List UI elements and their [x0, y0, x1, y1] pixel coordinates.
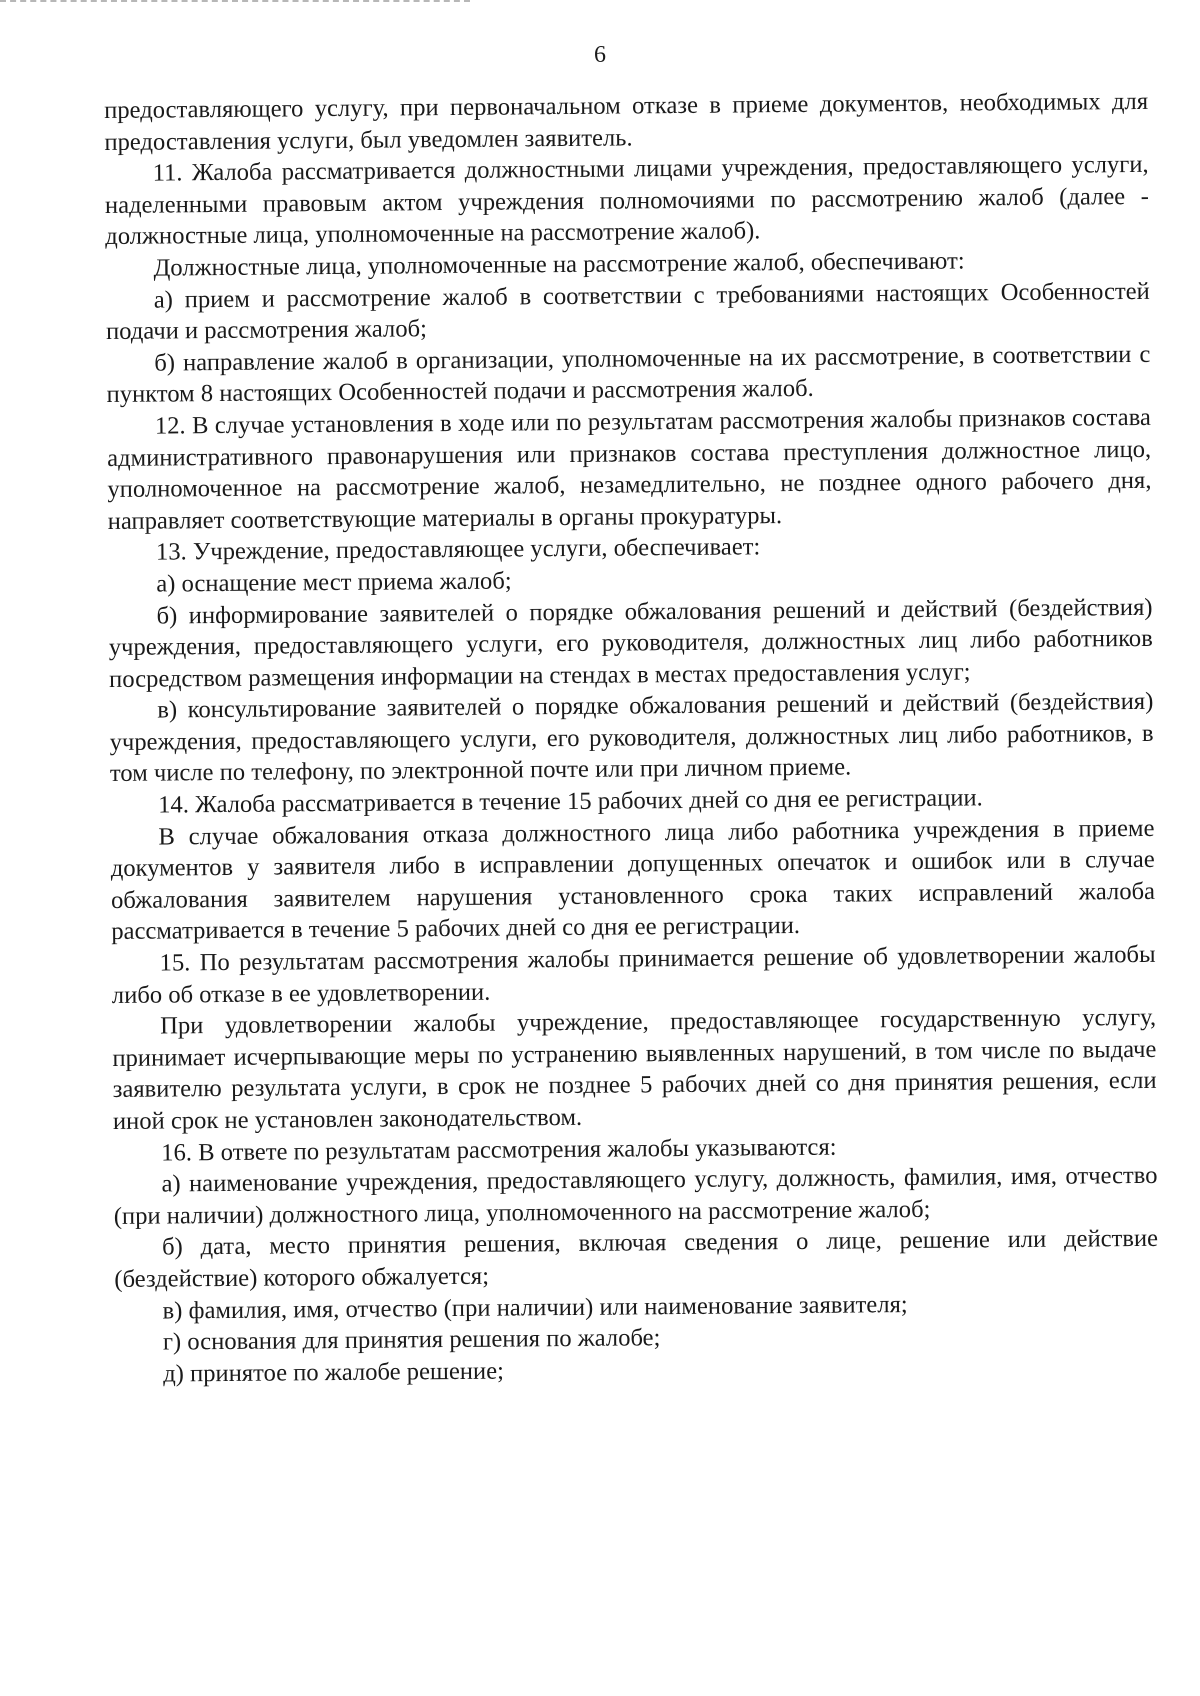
paragraph: При удовлетворении жалобы учреждение, предоставляющее государственную услугу, принимает исчерпывающие меры по устранению выявленных нарушений, в том числе по выдаче заявителю результата услуги, в срок не позднее 5 рабочих дней со дня принятия решения, если иной срок не установлен законодательством.	[112, 1004, 1157, 1135]
paragraph: В случае обжалования отказа должностного лица либо работника учреждения в приеме документов у заявителя либо в исправлении допущенных опечаток и ошибок или в случае обжалования заявителем нарушения установленного срока таких исправлений жалоба рассматривается в течение 5 рабочих дней со дня ее регистрации.	[110, 814, 1156, 946]
list-item: а) прием и рассмотрение жалоб в соответствии с требованиями настоящих Особенностей подачи и рассмотрения жалоб;	[105, 277, 1150, 346]
list-item: а) наименование учреждения, предоставляющего услугу, должность, фамилия, имя, отчество (при наличии) должностного лица, уполномоченного на рассмотрение жалоб;	[113, 1162, 1158, 1230]
paragraph-item-14: 14. Жалоба рассматривается в течение 15 рабочих дней со дня ее регистрации.	[158, 784, 983, 819]
list-item: б) дата, место принятия решения, включая сведения о лице, решение или действие (бездействие) которого обжалуется;	[114, 1225, 1159, 1293]
paragraph-item-12: 12. В случае установления в ходе или по результатам рассмотрения жалобы признаков состава административного правонарушения или признаков состава преступления должностное лицо, уполномоченное на рассмотрение жалоб, незамедлительно, не позднее одного рабочего дня, направляет соответствующие материалы в органы прокуратуры.	[107, 403, 1152, 535]
list-item: в) фамилия, имя, отчество (при наличии) или наименование заявителя;	[162, 1290, 908, 1325]
list-item: д) принятое по жалобе решение;	[163, 1357, 505, 1388]
list-item: б) информирование заявителей о порядке обжалования решений и действий (бездействия) учреждения, предоставляющего услуги, его руководителя, должностных лиц либо работников посредством размещения информации на стендах в местах предоставления услуг;	[108, 593, 1153, 693]
document-body	[104, 86, 1159, 1390]
paragraph-item-13: 13. Учреждение, предоставляющее услуги, обеспечивает:	[155, 533, 761, 566]
list-item: а) оснащение мест приема жалоб;	[156, 567, 512, 598]
paragraph-continuation: предоставляющего услугу, при первоначальном отказе в приеме документов, необходимых для предоставления услуги, был уведомлен заявитель.	[104, 87, 1149, 156]
paragraph: Должностные лица, уполномоченные на рассмотрение жалоб, обеспечивают:	[153, 247, 965, 282]
paragraph-item-11: 11. Жалоба рассматривается должностными лицами учреждения, предоставляющего услуги, наделенными правовым актом учреждения полномочиями по рассмотрению жалоб (далее - должностные лица, уполномоченные на рассмотрение жалоб).	[104, 151, 1150, 251]
paragraph-item-15: 15. По результатам рассмотрения жалобы принимается решение об удовлетворении жалобы либо об отказе в ее удовлетворении.	[111, 940, 1156, 1009]
paragraph-item-16: 16. В ответе по результатам рассмотрения жалобы указываются:	[161, 1133, 837, 1167]
list-item: в) консультирование заявителей о порядке обжалования решений и действий (бездействия) учреждения, предоставляющего услуги, его руководителя, должностных лиц либо работников, в том числе по телефону, по электронной почте или при личном приеме.	[109, 688, 1154, 788]
page-number: 6	[594, 42, 606, 68]
list-item: г) основания для принятия решения по жалобе;	[162, 1324, 661, 1356]
list-item: б) направление жалоб в организации, уполномоченные на их рассмотрение, в соответствии с пунктом 8 настоящих Особенностей подачи и рассмотрения жалоб.	[106, 340, 1151, 409]
scan-artifact-line	[0, 0, 470, 10]
